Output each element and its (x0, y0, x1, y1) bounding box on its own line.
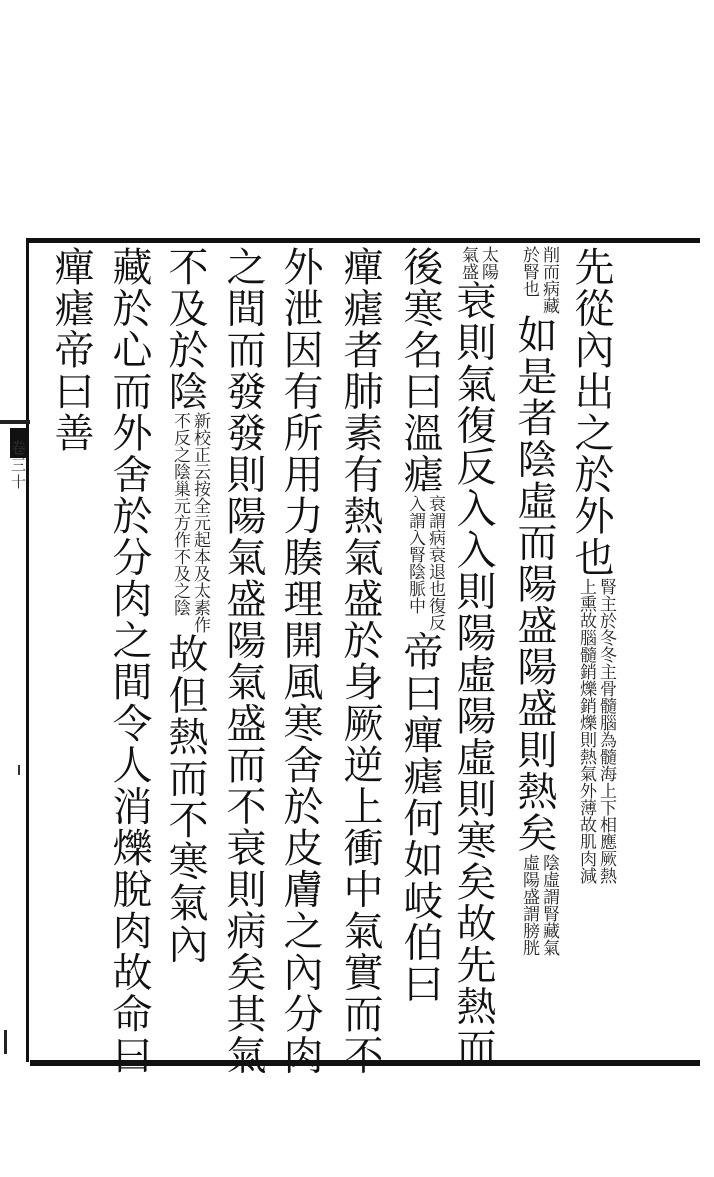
commentary-notes-lead (519, 246, 559, 314)
fold-tick (18, 765, 28, 775)
text-column-1 (566, 246, 616, 884)
commentary-notes (170, 412, 210, 633)
note-line: 新校正云按全元起本及太素作 (190, 412, 210, 633)
note-line: 太陽 (478, 246, 498, 280)
main-text: 癉瘧者肺素有熱氣盛於身厥逆上衝中氣實而不 (337, 246, 383, 1076)
text-column-8 (160, 246, 210, 965)
frame-left-rule (26, 238, 29, 1062)
note-line: 衰謂病衰退也復反 (425, 495, 445, 631)
fold-lower-mark (4, 1030, 31, 1054)
note-line: 虛陽盛謂膀胱 (519, 853, 539, 956)
text-column-6 (275, 246, 325, 1076)
note-line: 於腎也 (519, 246, 539, 297)
note-line: 腎主於冬冬主骨髓腦為髓海上下相應厥熱 (596, 578, 616, 884)
note-line: 削而病藏 (539, 246, 559, 314)
main-text: 外泄因有所用力腠理開風寒舍於皮膚之內分肉 (277, 246, 323, 1076)
frame-top-rule (26, 238, 700, 243)
fold-edge-bar (0, 420, 30, 424)
text-column-4 (395, 246, 445, 1005)
main-text-2: 帝曰癉瘧何如岐伯曰 (397, 631, 443, 1005)
main-text: 先從內出之於外也 (568, 246, 614, 578)
main-text: 之間而發發則陽氣盛陽氣盛而不衰則病矣其氣 (220, 246, 266, 1076)
note-line: 陰虛謂腎藏氣 (539, 853, 559, 956)
main-text-2: 故但熱而不寒氣內 (162, 633, 208, 965)
text-column-7 (218, 246, 268, 1076)
text-column-3 (448, 246, 498, 1069)
main-text: 癉瘧帝曰善 (48, 246, 94, 454)
note-line: 不反之陰巢元方作不及之陰 (170, 412, 190, 616)
main-text: 藏於心而外舍於分肉之間令人消爍脫肉故命曰 (106, 246, 152, 1076)
text-column-5 (335, 246, 385, 1076)
main-text: 如是者陰虛而陽盛陽盛則熱矣 (511, 314, 557, 854)
note-line: 上熏故腦髓銷爍銷爍則熱氣外薄故肌肉減 (576, 578, 596, 884)
text-column-10 (46, 246, 96, 454)
commentary-notes (576, 578, 616, 884)
commentary-notes (405, 495, 445, 631)
text-column-9 (104, 246, 154, 1076)
commentary-notes-lead (458, 246, 498, 280)
note-line: 氣盛 (458, 246, 478, 280)
text-column-2 (509, 246, 559, 956)
note-line: 入謂入腎陰脈中 (405, 495, 425, 614)
main-text: 後寒名曰溫瘧 (397, 246, 443, 495)
main-text: 衰則氣復反入入則陽虛陽虛則寒矣故先熱而 (450, 280, 496, 1069)
commentary-notes (519, 854, 559, 956)
fold-label: 卷三十 (9, 440, 27, 491)
main-text: 不及於陰 (162, 246, 208, 412)
